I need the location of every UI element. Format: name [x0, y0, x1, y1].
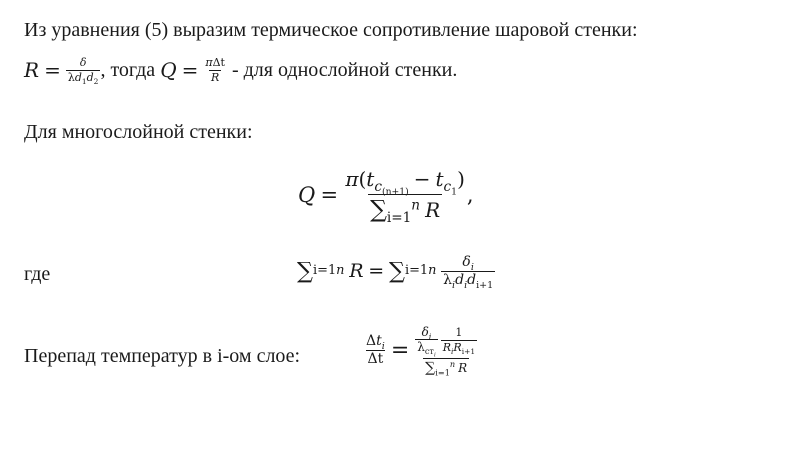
multi-layer-header: Для многослойной стенки:: [24, 121, 253, 143]
sub-2: 2: [93, 76, 99, 86]
formula-sum-R: ∑ i=1 n R = ∑ i=1 n $\frac{\delta_i}{\lambda_id_id_{i+1}}$: [297, 253, 494, 291]
d-i-plus-1: d: [467, 271, 477, 288]
t-second: t: [435, 166, 444, 191]
multi-pi: π: [345, 166, 359, 191]
intro-sentence: Из уравнения (5) выразим термическое сопротивление шаровой стенки:: [24, 19, 638, 41]
text-line-1: [24, 18, 638, 42]
sum-lower: i=1: [386, 210, 412, 227]
inner-lambda: λ: [417, 339, 425, 354]
sum-left-R: R: [349, 260, 364, 282]
fraction-drop-main: [413, 324, 479, 378]
multi-layer-heading: [24, 120, 253, 144]
ratio-t: t: [376, 332, 382, 349]
fraction-R-single: [66, 56, 101, 85]
sub-st-i: i: [433, 353, 436, 359]
den-lambda: λ: [67, 70, 75, 84]
num-delta: δ: [79, 55, 87, 69]
formula-temperature-drop: [364, 312, 479, 388]
where-label: [24, 262, 50, 286]
num-pi: π: [205, 55, 213, 69]
drop-sum-R: R: [458, 361, 468, 375]
fraction-Q-single: [203, 56, 227, 85]
sum-sign: ∑: [370, 195, 387, 224]
sum-eq: =: [368, 260, 385, 282]
one: 1: [455, 325, 463, 339]
delta-i: δ: [462, 253, 471, 270]
fraction-dt-ratio: [364, 333, 387, 368]
fraction-one-over-RR: [441, 326, 477, 355]
formula-line-2: [24, 52, 457, 88]
temperature-drop-label: [24, 344, 300, 368]
R-i-plus-1: R: [453, 340, 462, 354]
multi-eq: =: [320, 183, 339, 207]
lambda-i: λ: [443, 271, 453, 288]
fraction-Q-multi: [343, 166, 467, 227]
drop-sum-sign: ∑: [425, 360, 436, 376]
sum-sign-right: ∑: [388, 258, 405, 284]
den-d1: d: [74, 70, 82, 84]
sub-1: 1: [81, 76, 87, 86]
sub-c: c: [374, 178, 382, 195]
inner-delta: δ: [421, 324, 429, 339]
rparen: ): [457, 166, 465, 191]
sub-i-3: i: [464, 279, 468, 291]
multi-Q: Q: [298, 183, 316, 207]
sum-sign-left: ∑: [297, 258, 313, 284]
fraction-delta-lambda: [415, 324, 437, 359]
t-first: t: [366, 166, 375, 191]
then-text: , тогда: [100, 59, 156, 81]
den-R: R: [211, 70, 220, 84]
R-i: R: [442, 340, 452, 354]
sub-n-plus-1: (n+1): [381, 186, 409, 198]
num-delta-t: Δt: [212, 55, 225, 69]
var-R: R: [24, 58, 40, 82]
lparen: (: [358, 166, 367, 191]
sub-i: i: [470, 261, 474, 273]
sub-1-b: 1: [451, 186, 458, 198]
ratio-delta-t: Δt: [367, 350, 384, 367]
R-sub-i: i: [451, 347, 454, 357]
drop-sum-lower: i=1: [435, 367, 450, 378]
formula-Q-multi: [298, 160, 474, 230]
den-d2: d: [86, 70, 94, 84]
drop-eq: =: [390, 337, 410, 363]
var-Q: Q: [160, 58, 177, 82]
equals-sign: =: [44, 58, 61, 82]
R-sub-i-plus-1: i+1: [461, 347, 476, 357]
sub-i-2: i: [452, 279, 456, 291]
sub-c-2: c: [443, 178, 452, 195]
sum-R: R: [425, 198, 441, 223]
where-text: где: [24, 263, 51, 285]
trailing-comma: ,: [466, 183, 474, 207]
ratio-sub-i: i: [381, 340, 385, 352]
fraction-delta-i: [441, 254, 495, 289]
single-layer-text: - для однослойной стенки.: [231, 59, 458, 81]
equals-sign-2: =: [181, 58, 199, 82]
sub-st: ст: [424, 346, 434, 357]
sub-i-plus-1: i+1: [476, 279, 494, 291]
ratio-delta: Δ: [366, 332, 377, 349]
drop-sum-upper: n: [449, 359, 456, 369]
sum-upper: n: [411, 197, 421, 214]
inner-sub-i: i: [428, 331, 432, 342]
minus-sign: −: [413, 166, 431, 191]
drop-label-text: Перепад температур в i-ом слое:: [24, 345, 301, 367]
d-i: d: [455, 271, 465, 288]
